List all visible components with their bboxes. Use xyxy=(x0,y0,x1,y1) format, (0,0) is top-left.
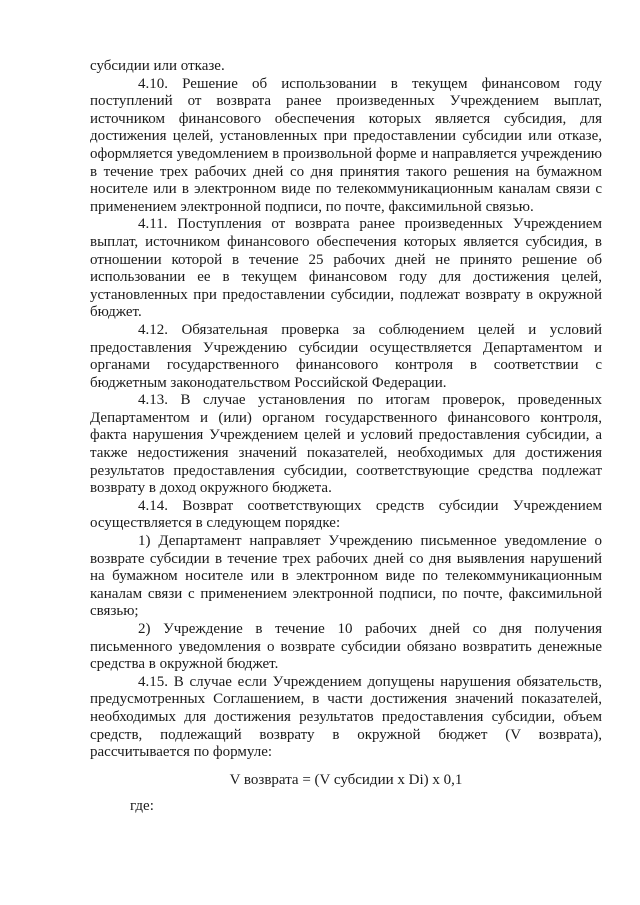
lead-in-text: субсидии или отказе. xyxy=(90,58,225,74)
paragraph-4-10: 4.10. Решение об использовании в текущем финансовом году поступлений от возврата ранее произведенных Учреждением выплат, источником финансового обеспечения которых является субсидия, для достижения целей, установленных при предоставлении субсидии или отказе, оформляется уведомлением в произвольной форме и направляется учреждению в течение трех рабочих дней со дня принятия такого решения на бумажном носителе или в электронном виде по телекоммуникационным каналам связи с применением электронной подписи, по почте, факсимильной связью. xyxy=(90,75,602,215)
paragraph-4-12: 4.12. Обязательная проверка за соблюдением целей и условий предоставления Учреждению субсидии осуществляется Департаментом и органами государственного финансового контроля в соответствии с бюджетным законодательством Российской Федерации. xyxy=(90,321,602,391)
paragraph-4-14-item-2: 2) Учреждение в течение 10 рабочих дней со дня получения письменного уведомления о возврате субсидии обязано возвратить денежные средства в окружной бюджет. xyxy=(90,621,602,673)
paragraph-4-11: 4.11. Поступления от возврата ранее произведенных Учреждением выплат, источником финансового обеспечения которых является субсидия, в отношении которой в течение 25 рабочих дней не принято решение об использовании ее в текущем финансовом году для достижения целей, установленных при предоставлении субсидии, подлежат возврату в окружной бюджет. xyxy=(90,216,602,321)
where-label: где: xyxy=(130,798,154,815)
formula: V возврата = (V субсидии x Di) x 0,1 xyxy=(229,771,463,788)
paragraph-4-14: 4.14. Возврат соответствующих средств субсидии Учреждением осуществляется в следующем порядке: xyxy=(90,497,602,532)
document-page xyxy=(90,58,602,816)
paragraph-4-15: 4.15. В случае если Учреждением допущены нарушения обязательств, предусмотренных Соглашением, в части достижения значений показателей, необходимых для достижения результатов предоставления субсидии, объем средств, подлежащий возврату в окружной бюджет (V возврата), рассчитывается по формуле: xyxy=(90,673,602,761)
paragraph-4-13: 4.13. В случае установления по итогам проверок, проведенных Департаментом и (или) органом государственного финансового контроля, факта нарушения Учреждением целей и условий предоставления субсидии, а также недостижения значений показателей, необходимых для достижения результатов предоставления субсидии, соответствующие средства подлежат возврату в доход окружного бюджета. xyxy=(90,392,602,497)
paragraph-4-14-item-1: 1) Департамент направляет Учреждению письменное уведомление о возврате субсидии в течение трех рабочих дней со дня выявления нарушений на бумажном носителе или в электронном виде по телекоммуникационным каналам связи с применением электронной подписи, по почте, факсимильной связью; xyxy=(90,533,602,620)
